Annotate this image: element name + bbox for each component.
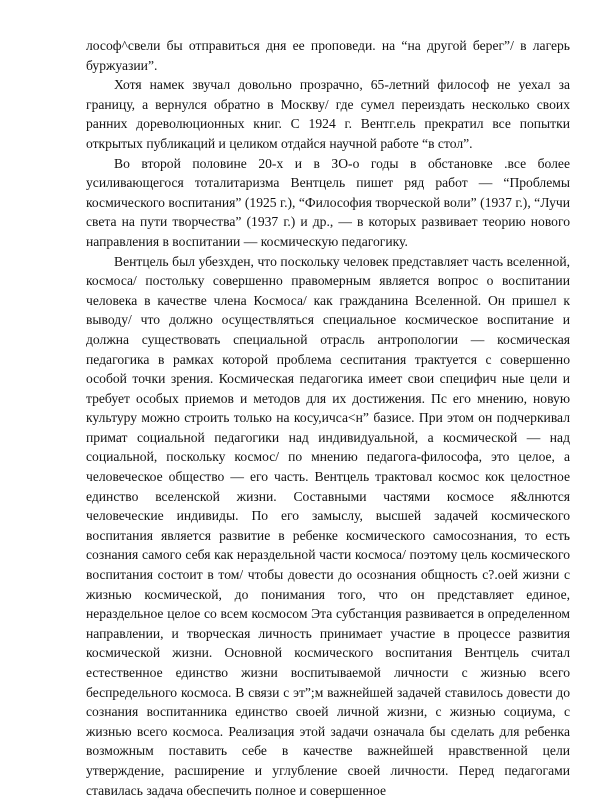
paragraph-return-to-moscow: Хотя намек звучал довольно прозрачно, 65-летний философ не уехал за границу, а вернулся обратно в Москву/ где сумел переиздать несколько своих ранних дореволюционных книг. С 1924 г. Вентг.ель прекратил все попытки открытых публикаций и целиком отдайся научной работе “в стол”. xyxy=(86,77,570,151)
paragraph-works-list: Во второй половине 20-х и в ЗО-о годы в обстановке .все более усиливающегося тоталитаризма Вентцель пишет ряд работ — “Проблемы космического воспитания” (1925 г.), “Философия творческой воли” (1937 г.), “Лучи света на пути творчества” (1937 г.) и др., — в которых развивает теорию нового направления в воспитании — космическую педагогику. xyxy=(86,155,570,249)
paragraph-continuation: лософ^свели бы отправиться дня ее проповеди. на “на другой берег”/ в лагерь буржуазии”. xyxy=(86,38,570,73)
document-page xyxy=(86,36,570,800)
paragraph-cosmic-pedagogy: Вентцель был убезхден, что поскольку человек представляет часть вселенной, космоса/ постольку совершенно правомерным является вопрос о воспитании человека в качестве члена Космоса/ как гражданина Вселенной. Он пришел к выводу/ что должно осуществляться специальное космическое воспитание и должна существовать специальной отрасль антропологии — космическая педагогика в рамках которой проблема сеспитания трактуется с совершенно особой точки зрения. Космическая педагогика имеет свои специфич ные цели и требует особых приемов и методов для их достижения. Пс его мнению, новую культуру можно строить только на косу,ичса<н” базисе. При этом он подчеркивал примат социальной педагогики над индивидуальной, а космической — над социальной, поскольку космос/ по мнению педагога-философа, это целое, а человеческое общество — его часть. Вентцель трактовал космос кок целостное единство вселенской жизни. Составными частями космосе я&лнются человеческие индивиды. По его замыслу, высшей задачей космического воспитания является развитие в ребенке космического самосознания, то есть сознания самого себя как нераздельной части космоса/ поэтому цель космического воспитания состоит в том/ чтобы довести до осознания общность с?.оей жизни с жизнью космической, до понимания того, что он представляет единое, нераздельное целое со всем космосом Эта субстанция развивается в определенном направлении, и творческая личность принимает участие в процессе развития космической жизни. Основной космического воспитания Вентцель считал естественное единство жизни воспитываемой личности с жизнью всего беспредельного космоса. В связи с эт”;м важнейшей задачей ставилось довести до сознания воспитанника единство своей личной жизни, с жизнью социума, с жизнью всего космоса. Реализация этой задачи означала бы сделать для ребенка возможным поставить себе в качестве важнейшей нравственной цели утверждение, расширение и углубление своей личности. Перед педагогами ставилась задача обеспечить полное и совершенное xyxy=(86,253,570,798)
